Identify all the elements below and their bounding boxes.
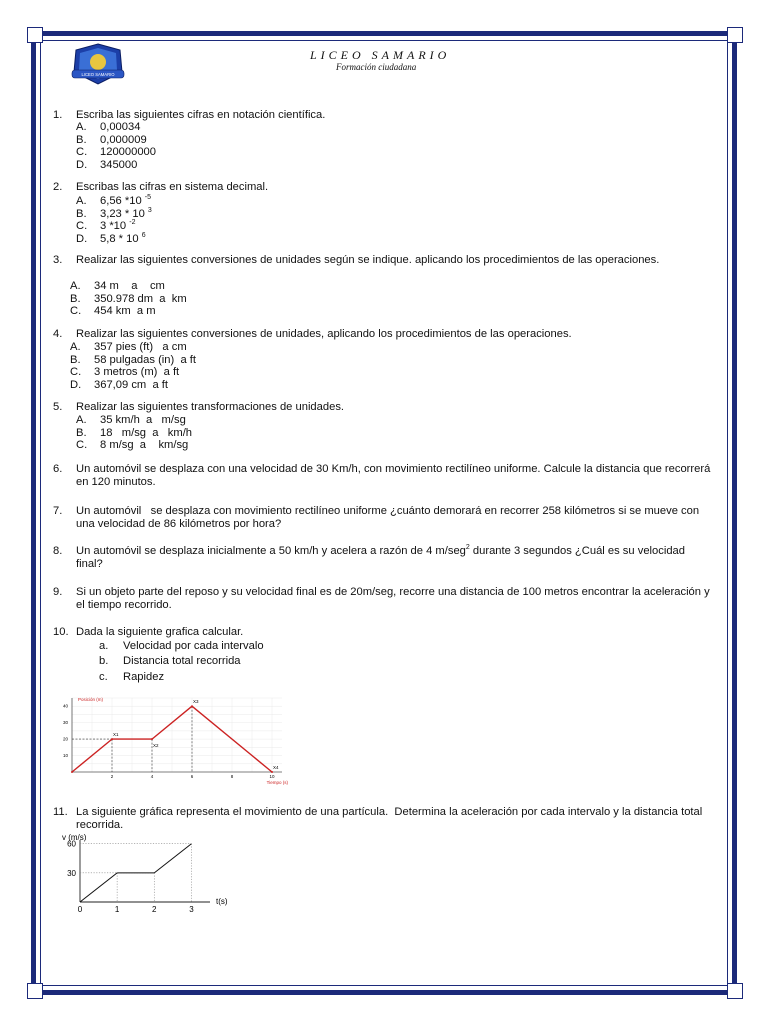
- option: C. 8 m/sg a km/sg: [76, 439, 189, 451]
- x-tick-label: 1: [114, 905, 120, 914]
- y-tick-label: 30: [62, 720, 68, 726]
- question-9: 9. Si un objeto parte del reposo y su velocidad final es de 20m/seg, recorre una distancia de 100 metros encontrar la aceleración y el tiempo recorrido.: [53, 586, 710, 611]
- option: B. 0,000009: [76, 133, 147, 146]
- series-segment: [154, 844, 191, 873]
- question-6: 6. Un automóvil se desplaza con una velocidad de 30 Km/h, con movimiento rectilíneo uniforme. Calcule la distancia que recorrerá en 120 minutos.: [53, 463, 711, 488]
- option: D. 367,09 cm a ft: [70, 378, 169, 391]
- svg-text:LICEO SAMARIO: LICEO SAMARIO: [81, 72, 115, 77]
- data-point: [191, 705, 193, 707]
- option: A. 35 km/h a m/sg: [76, 414, 186, 426]
- point-label: X3: [193, 699, 199, 705]
- option: C. 3 *10 $^{-2}$: [76, 219, 136, 232]
- corner-ornament: [727, 27, 743, 43]
- x-tick-label: 2: [152, 905, 157, 914]
- option: a. Velocidad por cada intervalo: [99, 640, 264, 652]
- school-name: LICEO SAMARIO: [310, 48, 451, 62]
- y-tick-label: 40: [62, 703, 68, 709]
- y-axis-label: v (m/s): [62, 833, 87, 842]
- velocity-time-chart: [60, 830, 240, 914]
- question-11: 11. La siguiente gráfica representa el movimiento de una partícula. Determina la aceleración por cada intervalo y la distancia total recorrida.: [53, 806, 706, 831]
- corner-ornament: [27, 27, 43, 43]
- x-axis-label: Tiempo (s): [266, 780, 288, 785]
- option: b. Distancia total recorrida: [99, 655, 241, 667]
- option: C. 120000000: [76, 146, 156, 158]
- x-tick-label: 3: [189, 905, 194, 914]
- position-time-chart: [56, 694, 288, 786]
- x-tick-label: 8: [230, 774, 234, 779]
- option: B. 350.978 dm a km: [70, 292, 187, 305]
- school-logo: [68, 42, 128, 86]
- option: C. 454 km a m: [70, 305, 156, 317]
- option: C. 3 metros (m) a ft: [70, 366, 180, 378]
- subject-name: Formación ciudadana: [336, 62, 417, 72]
- option: B. 58 pulgadas (in) a ft: [70, 353, 196, 366]
- x-tick-label: 0: [77, 905, 83, 914]
- corner-ornament: [27, 983, 43, 999]
- option: A. 34 m a cm: [70, 280, 165, 292]
- option: D. 5,8 * 10 $^6$: [76, 231, 146, 245]
- data-point: [111, 738, 113, 740]
- data-point: [151, 738, 153, 740]
- option: A. 357 pies (ft) a cm: [70, 341, 187, 353]
- question-7: 7. Un automóvil se desplaza con movimiento rectilíneo uniforme ¿cuánto demorará en recorrer 258 kilómetros si se mueve con una velocidad de 86 kilómetros por hora?: [53, 505, 703, 530]
- series-segment: [80, 873, 117, 902]
- x-tick-label: 2: [110, 774, 114, 779]
- y-tick-label: 20: [62, 736, 68, 742]
- option: D. 345000: [76, 158, 138, 171]
- x-tick-label: 6: [190, 774, 194, 779]
- option: A. 6,56 *10 $^{-5}$: [76, 194, 152, 207]
- option: A. 0,00034: [76, 121, 141, 133]
- data-point: [271, 771, 273, 773]
- question-3: 3. Realizar las siguientes conversiones de unidades según se indique. aplicando los procedimientos de las operaciones.: [53, 254, 660, 266]
- x-axis-label: t(s): [216, 897, 228, 906]
- corner-ornament: [727, 983, 743, 999]
- y-tick-label: 10: [62, 753, 68, 759]
- y-tick-label: 60: [67, 839, 76, 849]
- x-tick-label: 10: [269, 774, 275, 779]
- option: c. Rapidez: [99, 671, 165, 683]
- point-label: X2: [153, 743, 159, 749]
- x-tick-label: 4: [150, 774, 154, 779]
- point-label: X1: [113, 732, 119, 738]
- y-axis-label: Posición (m): [78, 697, 104, 702]
- y-tick-label: 30: [67, 868, 76, 878]
- question-8: 8. Un automóvil se desplaza inicialmente a 50 km/h y acelera a razón de 4 m/seg$^2$ durante 3 segundos ¿Cuál es su velocidad final?: [53, 544, 685, 570]
- point-label: X4: [273, 765, 279, 770]
- data-point: [71, 771, 73, 773]
- option: B. 3,23 * 10 $^3$: [76, 206, 152, 220]
- option: B. 18 m/sg a km/h: [76, 426, 193, 439]
